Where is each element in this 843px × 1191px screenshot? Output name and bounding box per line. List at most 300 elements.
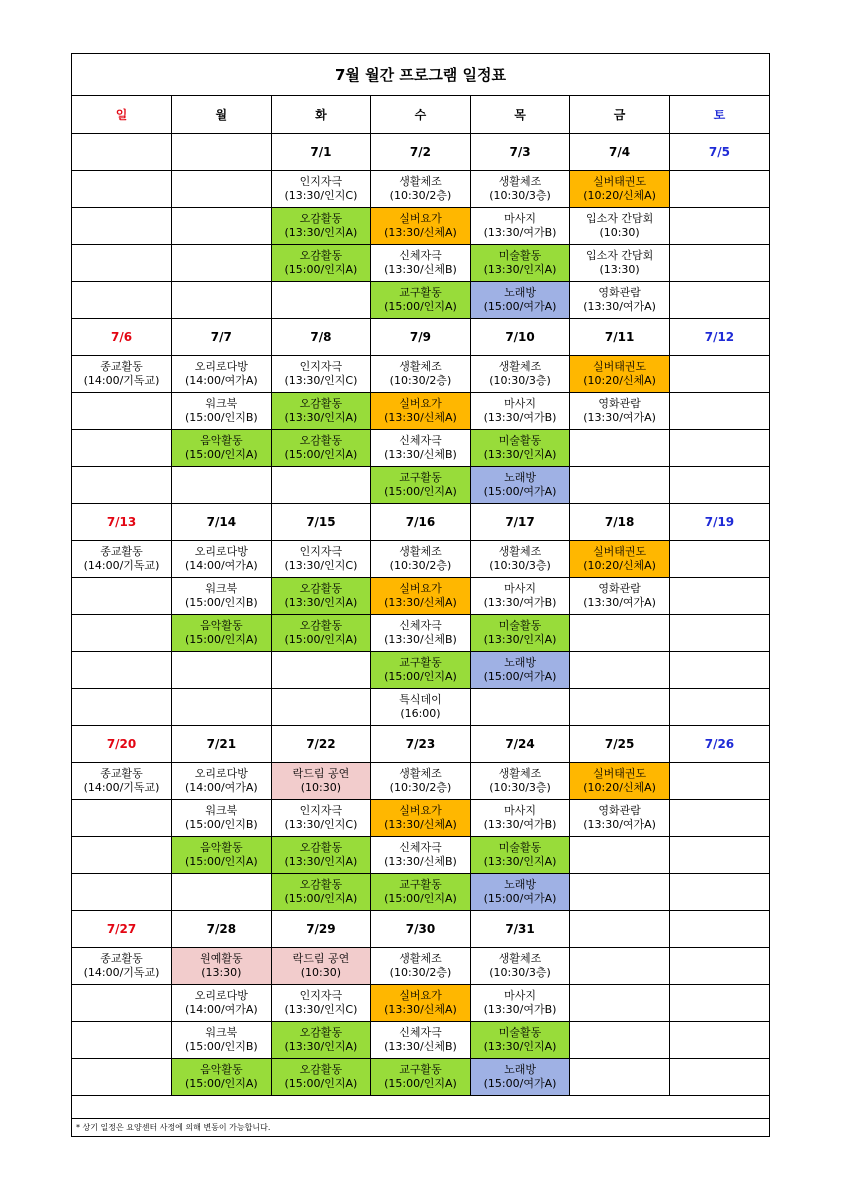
event-time: (15:00/여가A): [483, 1077, 557, 1090]
date-cell: 7/26: [669, 726, 769, 763]
event-cell: [470, 763, 570, 800]
event-time: (15:00/인지A): [184, 855, 258, 868]
event-cell: [172, 800, 272, 837]
event-row: [72, 763, 769, 800]
event-cell: [72, 948, 172, 985]
event-cell: [470, 1059, 570, 1096]
event-time: (10:30/3층): [489, 966, 551, 979]
event-name: 마사지: [504, 989, 536, 1002]
event-time: (10:30/3층): [489, 374, 551, 387]
event-time: (14:00/여가A): [184, 559, 258, 572]
schedule-sheet: [71, 53, 770, 1137]
event-time: (10:30): [300, 966, 342, 979]
event-time: (13:30/신체B): [384, 633, 457, 646]
event-cell: [172, 948, 272, 985]
event-time: (10:30/2층): [389, 189, 452, 202]
event-time: (13:30/인지A): [483, 448, 557, 461]
event-cell: [570, 282, 670, 319]
event-name: 마사지: [504, 804, 536, 817]
event-name: 오리로다방: [194, 545, 248, 558]
event-name: 락드림 공연: [292, 767, 350, 780]
event-cell: [371, 800, 471, 837]
weekday-sun: 일: [72, 96, 172, 134]
event-cell: [470, 430, 570, 467]
event-name: 생활체조: [399, 545, 442, 558]
event-cell: [371, 541, 471, 578]
empty-cell: [172, 208, 272, 245]
date-row: [72, 726, 769, 763]
event-time: (13:30/신체A): [384, 226, 457, 239]
empty-cell: [570, 874, 670, 911]
event-name: 입소자 간담회: [585, 212, 654, 225]
date-cell: 7/1: [271, 134, 371, 171]
empty-cell: [72, 689, 172, 726]
event-cell: [371, 837, 471, 874]
event-time: (15:00/인지A): [184, 448, 258, 461]
empty-cell: [72, 282, 172, 319]
event-cell: [470, 985, 570, 1022]
event-name: 실버태권도: [593, 360, 647, 373]
empty-cell: [72, 393, 172, 430]
event-cell: [271, 615, 371, 652]
empty-cell: [72, 800, 172, 837]
date-row: [72, 134, 769, 171]
event-name: 교구활동: [399, 471, 442, 484]
event-cell: [371, 985, 471, 1022]
event-name: 실버요가: [399, 582, 442, 595]
event-time: (15:00/여가A): [483, 670, 557, 683]
event-cell: [172, 541, 272, 578]
event-cell: [470, 578, 570, 615]
date-cell: [669, 911, 769, 948]
empty-cell: [172, 689, 272, 726]
event-time: (13:30/여가A): [583, 818, 656, 831]
event-name: 음악활동: [200, 841, 243, 854]
date-cell: 7/28: [172, 911, 272, 948]
date-cell: 7/8: [271, 319, 371, 356]
event-time: (15:00/인지A): [384, 670, 457, 683]
date-cell: 7/24: [470, 726, 570, 763]
date-cell: [570, 911, 670, 948]
event-name: 오감활동: [299, 1063, 343, 1076]
event-cell: [570, 356, 670, 393]
empty-cell: [72, 208, 172, 245]
empty-cell: [669, 208, 769, 245]
weekday-mon: 월: [172, 96, 272, 134]
event-name: 실버태권도: [593, 545, 647, 558]
event-cell: [172, 763, 272, 800]
event-cell: [271, 171, 371, 208]
event-cell: [371, 245, 471, 282]
event-cell: [570, 208, 670, 245]
empty-cell: [172, 652, 272, 689]
date-row: [72, 319, 769, 356]
event-time: (13:30/신체B): [384, 263, 457, 276]
event-time: (10:30): [599, 226, 640, 239]
event-cell: [570, 578, 670, 615]
event-name: 오감활동: [299, 619, 343, 632]
event-name: 교구활동: [399, 656, 442, 669]
event-name: 오리로다방: [194, 360, 248, 373]
empty-cell: [72, 245, 172, 282]
date-cell: 7/4: [570, 134, 670, 171]
event-cell: [570, 393, 670, 430]
empty-cell: [669, 689, 769, 726]
event-name: 실버요가: [399, 989, 442, 1002]
event-time: (13:30/인지C): [284, 189, 358, 202]
event-name: 생활체조: [399, 767, 442, 780]
event-name: 종교활동: [100, 545, 143, 558]
event-name: 노래방: [504, 1063, 536, 1076]
event-name: 실버태권도: [593, 767, 647, 780]
event-time: (13:30/신체B): [384, 1040, 457, 1053]
empty-cell: [172, 245, 272, 282]
event-cell: [371, 948, 471, 985]
event-row: [72, 837, 769, 874]
empty-cell: [72, 652, 172, 689]
event-time: (13:30/여가B): [483, 411, 557, 424]
date-cell: 7/19: [669, 504, 769, 541]
event-name: 노래방: [504, 471, 536, 484]
event-row: [72, 615, 769, 652]
event-time: (14:00/기독교): [83, 781, 160, 794]
event-name: 워크북: [205, 582, 238, 595]
event-time: (13:30/인지A): [483, 1040, 557, 1053]
weekday-tue: 화: [271, 96, 371, 134]
empty-cell: [172, 467, 272, 504]
empty-cell: [72, 985, 172, 1022]
empty-cell: [72, 578, 172, 615]
event-name: 미술활동: [498, 434, 542, 447]
empty-cell: [669, 763, 769, 800]
event-cell: [371, 652, 471, 689]
empty-cell: [570, 1059, 670, 1096]
date-cell: 7/31: [470, 911, 570, 948]
event-time: (15:00/인지B): [184, 411, 258, 424]
event-time: (13:30/여가B): [483, 818, 557, 831]
date-cell: 7/10: [470, 319, 570, 356]
event-cell: [271, 356, 371, 393]
event-cell: [271, 985, 371, 1022]
schedule-table-body: [72, 96, 769, 1096]
empty-cell: [669, 874, 769, 911]
event-name: 인지자극: [299, 804, 343, 817]
event-cell: [271, 208, 371, 245]
empty-cell: [669, 985, 769, 1022]
event-cell: [271, 1022, 371, 1059]
empty-cell: [172, 171, 272, 208]
event-time: (13:30/인지A): [284, 411, 358, 424]
event-name: 음악활동: [200, 1063, 243, 1076]
event-cell: [271, 430, 371, 467]
event-row: [72, 652, 769, 689]
event-name: 인지자극: [299, 175, 343, 188]
empty-cell: [669, 1022, 769, 1059]
empty-cell: [669, 1059, 769, 1096]
event-name: 미술활동: [498, 841, 542, 854]
page-title: 7월 월간 프로그램 일정표: [72, 54, 769, 96]
empty-cell: [669, 467, 769, 504]
event-row: [72, 689, 769, 726]
event-name: 교구활동: [399, 286, 442, 299]
weekday-header-row: [72, 96, 769, 134]
event-time: (15:00/인지A): [384, 300, 457, 313]
event-cell: [172, 356, 272, 393]
event-name: 영화관람: [598, 397, 641, 410]
event-time: (13:30/인지A): [284, 1040, 358, 1053]
empty-cell: [72, 171, 172, 208]
event-cell: [72, 356, 172, 393]
empty-cell: [172, 874, 272, 911]
event-cell: [371, 763, 471, 800]
event-cell: [570, 800, 670, 837]
event-cell: [271, 541, 371, 578]
event-row: [72, 800, 769, 837]
event-name: 오감활동: [299, 249, 343, 262]
event-time: (13:30/여가B): [483, 1003, 557, 1016]
event-cell: [371, 208, 471, 245]
event-name: 워크북: [205, 1026, 238, 1039]
event-time: (15:00/여가A): [483, 485, 557, 498]
event-row: [72, 541, 769, 578]
event-name: 원예활동: [200, 952, 243, 965]
event-cell: [72, 763, 172, 800]
event-cell: [172, 578, 272, 615]
event-cell: [271, 800, 371, 837]
event-time: (10:20/신체A): [583, 559, 656, 572]
weekday-sat: 토: [669, 96, 769, 134]
event-cell: [470, 948, 570, 985]
event-cell: [271, 874, 371, 911]
event-row: [72, 245, 769, 282]
event-cell: [371, 1022, 471, 1059]
event-cell: [172, 985, 272, 1022]
event-name: 생활체조: [399, 175, 442, 188]
event-time: (13:30/인지C): [284, 1003, 358, 1016]
empty-cell: [669, 171, 769, 208]
event-time: (14:00/기독교): [83, 374, 160, 387]
event-time: (14:00/기독교): [83, 559, 160, 572]
event-name: 워크북: [205, 397, 238, 410]
event-cell: [470, 800, 570, 837]
event-cell: [371, 615, 471, 652]
empty-cell: [271, 467, 371, 504]
empty-cell: [669, 245, 769, 282]
event-time: (10:30/3층): [489, 559, 551, 572]
event-time: (13:30): [201, 966, 242, 979]
event-name: 마사지: [504, 212, 536, 225]
empty-cell: [570, 467, 670, 504]
event-row: [72, 356, 769, 393]
weekday-fri: 금: [570, 96, 670, 134]
empty-cell: [570, 615, 670, 652]
weekday-thu: 목: [470, 96, 570, 134]
event-name: 신체자극: [399, 434, 442, 447]
event-time: (13:30/인지C): [284, 559, 358, 572]
event-time: (15:00/인지A): [284, 892, 358, 905]
event-time: (15:00/인지A): [284, 263, 358, 276]
event-cell: [470, 541, 570, 578]
event-cell: [470, 356, 570, 393]
event-cell: [172, 393, 272, 430]
event-row: [72, 171, 769, 208]
event-time: (13:30/신체A): [384, 1003, 457, 1016]
empty-cell: [669, 800, 769, 837]
event-name: 신체자극: [399, 619, 442, 632]
event-name: 오감활동: [299, 841, 343, 854]
event-time: (15:00/여가A): [483, 892, 557, 905]
event-time: (13:30/신체B): [384, 448, 457, 461]
event-cell: [172, 837, 272, 874]
date-cell: 7/7: [172, 319, 272, 356]
empty-cell: [669, 393, 769, 430]
event-name: 신체자극: [399, 1026, 442, 1039]
event-name: 영화관람: [598, 804, 641, 817]
event-row: [72, 430, 769, 467]
event-time: (13:30/여가A): [583, 411, 656, 424]
event-row: [72, 578, 769, 615]
event-cell: [371, 578, 471, 615]
event-time: (14:00/여가A): [184, 781, 258, 794]
event-cell: [570, 763, 670, 800]
empty-cell: [72, 837, 172, 874]
empty-cell: [271, 652, 371, 689]
event-name: 실버요가: [399, 397, 442, 410]
date-cell: 7/30: [371, 911, 471, 948]
event-time: (15:00/인지A): [384, 892, 457, 905]
event-time: (13:30/신체A): [384, 818, 457, 831]
date-cell: 7/15: [271, 504, 371, 541]
date-cell: 7/25: [570, 726, 670, 763]
empty-cell: [669, 948, 769, 985]
event-cell: [271, 245, 371, 282]
empty-cell: [72, 430, 172, 467]
event-time: (14:00/여가A): [184, 374, 258, 387]
event-name: 실버태권도: [593, 175, 647, 188]
event-name: 영화관람: [598, 582, 641, 595]
event-name: 오감활동: [299, 434, 343, 447]
event-name: 신체자극: [399, 249, 442, 262]
event-name: 오리로다방: [194, 989, 248, 1002]
event-name: 오감활동: [299, 397, 343, 410]
event-time: (10:30/3층): [489, 189, 551, 202]
event-cell: [172, 430, 272, 467]
event-time: (13:30/신체A): [384, 411, 457, 424]
event-row: [72, 874, 769, 911]
event-cell: [371, 874, 471, 911]
event-cell: [470, 615, 570, 652]
event-time: (13:30/여가B): [483, 226, 557, 239]
event-time: (15:00/인지B): [184, 1040, 258, 1053]
event-cell: [570, 541, 670, 578]
event-time: (13:30/인지A): [284, 226, 358, 239]
event-cell: [470, 208, 570, 245]
empty-cell: [570, 837, 670, 874]
event-name: 오리로다방: [194, 767, 248, 780]
event-time: (13:30/인지A): [483, 263, 557, 276]
date-cell: [72, 134, 172, 171]
event-time: (10:30/2층): [389, 781, 452, 794]
event-time: (13:30/인지A): [483, 855, 557, 868]
event-name: 노래방: [504, 878, 536, 891]
event-time: (13:30/신체A): [384, 596, 457, 609]
date-cell: 7/22: [271, 726, 371, 763]
event-name: 종교활동: [100, 360, 143, 373]
event-name: 노래방: [504, 656, 536, 669]
event-cell: [271, 948, 371, 985]
event-name: 오감활동: [299, 212, 343, 225]
event-cell: [371, 467, 471, 504]
empty-cell: [669, 282, 769, 319]
empty-cell: [570, 689, 670, 726]
event-row: [72, 467, 769, 504]
event-name: 락드림 공연: [292, 952, 350, 965]
event-cell: [470, 393, 570, 430]
empty-cell: [669, 652, 769, 689]
event-time: (16:00): [400, 707, 441, 720]
event-name: 종교활동: [100, 767, 143, 780]
date-row: [72, 504, 769, 541]
date-cell: 7/29: [271, 911, 371, 948]
event-name: 미술활동: [498, 249, 542, 262]
event-name: 오감활동: [299, 878, 343, 891]
event-time: (10:30/3층): [489, 781, 551, 794]
empty-cell: [669, 356, 769, 393]
event-name: 교구활동: [399, 1063, 442, 1076]
event-time: (14:00/여가A): [184, 1003, 258, 1016]
event-cell: [271, 1059, 371, 1096]
empty-cell: [570, 430, 670, 467]
event-name: 오감활동: [299, 1026, 343, 1039]
event-row: [72, 208, 769, 245]
event-row: [72, 1059, 769, 1096]
event-time: (10:30): [300, 781, 342, 794]
event-cell: [470, 1022, 570, 1059]
event-time: (13:30/인지C): [284, 374, 358, 387]
event-name: 미술활동: [498, 1026, 542, 1039]
empty-cell: [669, 430, 769, 467]
event-cell: [570, 171, 670, 208]
event-name: 특식데이: [399, 693, 442, 706]
event-row: [72, 282, 769, 319]
empty-cell: [72, 1059, 172, 1096]
event-cell: [371, 393, 471, 430]
event-row: [72, 393, 769, 430]
event-cell: [371, 282, 471, 319]
event-time: (15:00/인지A): [284, 448, 358, 461]
empty-cell: [172, 282, 272, 319]
event-cell: [371, 171, 471, 208]
event-cell: [470, 245, 570, 282]
empty-cell: [669, 541, 769, 578]
event-cell: [371, 689, 471, 726]
date-cell: 7/11: [570, 319, 670, 356]
event-time: (13:30/인지A): [284, 855, 358, 868]
event-cell: [371, 430, 471, 467]
event-time: (10:20/신체A): [583, 374, 656, 387]
date-cell: 7/12: [669, 319, 769, 356]
date-cell: 7/17: [470, 504, 570, 541]
event-cell: [72, 541, 172, 578]
date-cell: 7/27: [72, 911, 172, 948]
event-cell: [172, 615, 272, 652]
date-cell: 7/5: [669, 134, 769, 171]
event-time: (10:30/2층): [389, 374, 452, 387]
event-name: 마사지: [504, 582, 536, 595]
event-name: 신체자극: [399, 841, 442, 854]
empty-cell: [570, 985, 670, 1022]
date-cell: 7/20: [72, 726, 172, 763]
